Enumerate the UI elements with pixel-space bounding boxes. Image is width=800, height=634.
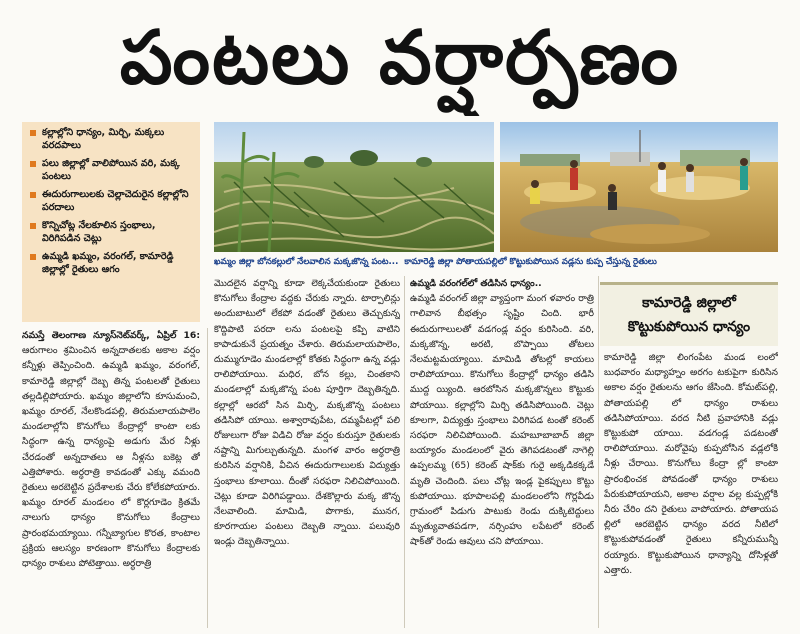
caption-left: ఖమ్మం జిల్లా బోనకల్లులో నేలవాలిన మక్కజొన్న పంట... [214,257,399,267]
photo-fallen-maize-crop [214,122,494,252]
column-divider [598,276,599,628]
article-text: ఆరుగాలం శ్రమించిన అన్నదాతలకు అకాల వర్షం కన్నీళ్లు తెప్పించింది. ఉమ్మడి ఖమ్మం, వరంగల్, కామారెడ్డి జిల్లాల్లో దెబ్బ తిన్న పంటలతో రైతులు తల్లడిల్లిపోయారు. ఖమ్మం జిల్లాలోని కూసుమంచి, ఖమ్మం రూరల్, నేలకొండపల్లి, తిరుమలాయపాలెం మండలాల్లోని కొనుగోలు కేంద్రాల్లో కాంటా లకు సిద్ధంగా ఉన్న ధాన్యంపై అడుగు మేర నీళ్లు చేరడంతో అన్నదాతలు ఆ నీళ్లను బకెట్ల తో ఎత్తిపోశారు. అర్ధరాత్రి కావడంతో ఎక్కు వమంది రైతులు అరబెట్టిన ప్రదేశాలకు చేరు కోలేకపోయారు. ఖమ్మం రూరల్ మండలం లో కొర్లగూడెం క్రితమే నాలుగు ధాన్యం కొనుగోలు కేంద్రాలు ప్రారంభమయ్యాయి. గన్నీబ్యాగుల కొరత, కాంటాల ప్రక్రియ ఆలస్యం కారణంగా కొనుగోలు కేంద్రాలకు ధాన్యం రాశులు పోటెత్తాయి. అర్ధరాత్రి [22,345,200,570]
highlight-item: కల్లాల్లోని ధాన్యం, మిర్చి, మక్కలు వరదపాలు [30,126,196,152]
article-column-2 [214,276,400,628]
column-divider [404,276,405,628]
column-divider [207,328,208,628]
article-text: కామారెడ్డి జిల్లా లింగంపేట మండ లంలో బుధవారం మధ్యాహ్నం అరగం టకుపైగా కురిసిన అకాల వర్షం రైతులను ఆగం జేసింది. కోమట్‌పల్లి, పోతాయపల్లి లో ధాన్యం రాశులు తడిసిపోయాయి. వరద నీటి ప్రవాహానికి వడ్లు కొట్టుకుపో యాయి. వడగండ్ల పడటంతో రాలిపోయాయి. మరోవైపు కుప్పబోసిన వడ్లలోకి నీళ్లు చేరాయి. కొనుగోలు కేంద్రా ల్లో కాంటా ప్రారంభించక పోవడంతో ధాన్యం రాశులు పేరుకుపోయాయని, అకాల వర్షాల వల్ల కుప్పల్లోకి నీరు చేరిం దని రైతులు వాపోయారు. పోతాయప ల్లిలో ఆరబెట్టిన ధాన్యం వరద నీటిలో కొట్టుకుపోవడంతో రైతులు కన్నీరుమున్నీ రయ్యారు. కొట్టుకుపోయిన ధాన్యాన్ని దోసిళ్లతో ఎత్తారు. [604,352,778,576]
highlight-item: కొన్నిచోట్ల నేలకూలిన స్తంభాలు, విరిగిపడిన చెట్లు [30,219,196,245]
sidebar-headline-line1: కామారెడ్డి జిల్లాలో [642,295,736,311]
subheading: ఉమ్మడి వరంగల్‌లో తడిసిన ధాన్యం.. [410,278,542,289]
highlight-item: ఈదురుగాలులకు చెల్లాచెదురైన కల్లాల్లోని పరదాలు [30,188,196,214]
photo-caption [214,254,778,270]
article-column-3 [410,276,594,628]
sidebar-headline-box [600,282,778,346]
highlight-item: ఉమ్మడి ఖమ్మం, వరంగల్, కామారెడ్డి జిల్లాల్లో రైతులు ఆగం [30,250,196,276]
caption-right: కామారెడ్డి జిల్లా పోతాయపల్లిలో కొట్టుకుపోయిన వడ్లను కుప్ప చేస్తున్న రైతులు [404,257,657,267]
article-column-4 [604,350,778,628]
dateline: నమస్తే తెలంగాణ న్యూస్‌నెట్‌వర్క్, ఏప్రిల్ 16: [22,330,200,341]
highlight-item: పలు జిల్లాల్లో వాలిపోయిన వరి, మక్క పంటలు [30,157,196,183]
highlights-box [22,122,200,322]
sidebar-headline-line2: కొట్టుకుపోయిన ధాన్యం [627,319,751,335]
article-text: మొదలైన వర్షాన్ని కూడా లెక్కచేయకుండా రైతులు కొనుగోలు కేంద్రాల వద్దకు చేరుకు న్నారు. టార్పాలిన్లు అందుబాటులో లేకపో వడంతో రైతులు తెచ్చుకున్న కొద్దిపాటి పరదా లను పంటలపై కప్పి వాటిని కాపాడుకునే ప్రయత్నం చేశారు. తిరుమలాయపాలెం, దుమ్ముగూడెం మండలాల్లో కోతకు సిద్ధంగా ఉన్న వడ్లు రాలిపోయాయి. మధిర, బోన కల్లు, చింతకాని మండలాల్లో మక్కజొన్న పంట పూర్తిగా దెబ్బతిన్నది. కల్లాల్లో ఆరబో సిన మిర్చి, మక్కజొన్న పంటలు తడిసిపో యాయి. అశ్వారావుపేట, దమ్మపేటల్లో పలి రోజులుగా రోజు విడిచి రోజు వర్షం కురుస్తూ రైతులకు నష్టాన్ని మిగుల్చుతున్నది. మంగళ వారం అర్ధరాత్రి కురిసిన వర్షానికి, వీచిన ఈదురుగాలులకు విద్యుత్తు స్తంభాలు కూలాయి. దీంతో సరఫరా నిలిచిపోయింది. చెట్లు కూడా విరిగిపడ్డాయి. దేశకొల్లారు మక్క జొన్న నేలవాలింది. మామిడి, పొగాకు, మునగ, కూరగాయల పంటలు దెబ్బతి న్నాయి. పలువురి ఇండ్లు దెబ్బతిన్నాయి. [214,278,400,548]
headline: పంటలు వర్షార్పణం [119,15,681,101]
photo-farmers-gathering-paddy [500,122,778,252]
article-column-1 [22,328,200,628]
article-text: ఉమ్మడి వరంగల్ జిల్లా వ్యాప్తంగా మంగ ళవారం రాత్రి గాలివాన బీభత్సం సృష్టిం చింది. భారీ ఈదురుగాలులతో వడగండ్ల వర్షం కురిసింది. వరి, మక్కజొన్న, అరటి, బొప్పాయి తోటలు నేలమట్టమయ్యాయి. మామిడి తోటల్లో కాయలు రాలిపోయాయి. కొనుగోలు కేంద్రాల్లో ధాన్యం తడిసి ముద్ద య్యింది. ఆరబోసిన మక్కజొన్నలు కొట్టుకు పోయాయి. కల్లాల్లోని మిర్చి తడిసిపోయింది. చెట్లు కూలగా, విద్యుత్తు స్తంభాలు విరిగిపడ టంతో కరెంట్ సరఫరా నిలిచిపోయింది. మహబూబాబాద్ జిల్లా బయ్యారం మండలంలో వైరు తెగిపడటంతో నాగెల్లి ఉప్పలమ్మ (65) కరెంట్ షాక్‌కు గురై అక్కడికక్కడే మృతి చెందింది. పలు చోట్ల ఇండ్ల పైకప్పులు కొట్టు కుపోయాయి. భూపాలపల్లి మండలంలోని గొర్లవీడు గ్రామంలో పిడుగు పాటుకు రెండు దుక్కిటెద్దులు మృత్యువాతపడగా, నర్సింహు లపేటలో కరెంట్ షాక్‌తో రెండు ఆవులు చని పోయాయి. [410,293,594,548]
